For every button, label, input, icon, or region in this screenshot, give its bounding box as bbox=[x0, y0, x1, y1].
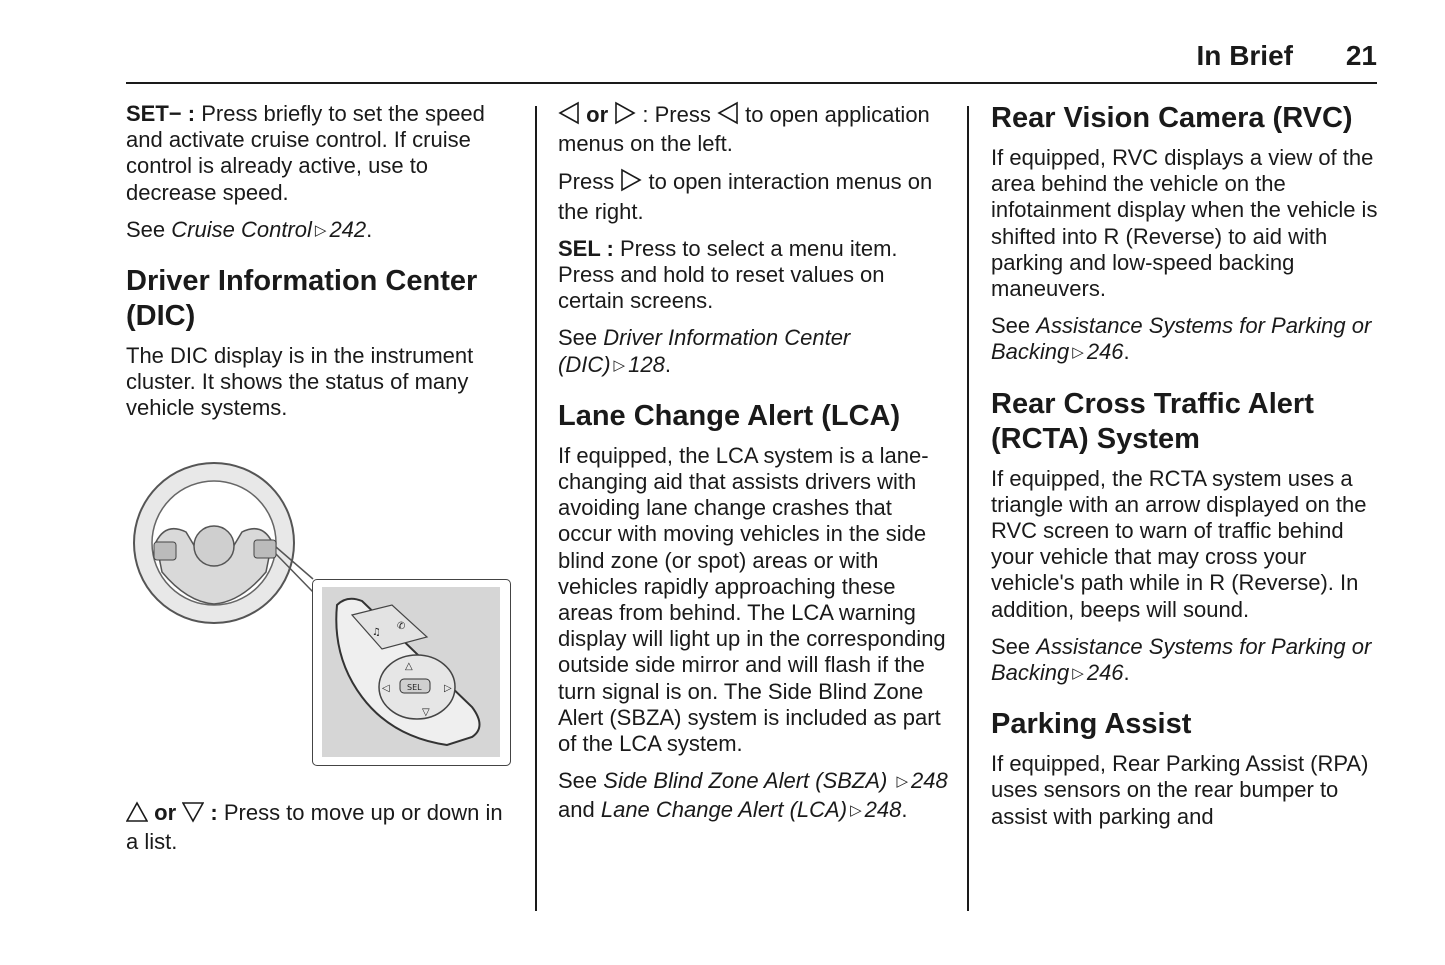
page-ref[interactable]: 242 bbox=[329, 216, 367, 242]
parking-link[interactable]: Assistance Systems for Parking or Backing bbox=[991, 313, 1372, 365]
see-parking-2: See Assistance Systems for Parking or Backing ▷ 246. bbox=[991, 633, 1372, 686]
triangle-right-icon bbox=[614, 101, 636, 131]
column-1-lower bbox=[126, 800, 516, 866]
column-divider bbox=[535, 106, 537, 911]
page-ref[interactable]: 246 bbox=[1086, 660, 1124, 686]
sel-key: SEL : bbox=[558, 235, 614, 261]
parking-assist-paragraph: If equipped, Rear Parking Assist (RPA) uses sensors on the rear bumper to assist with parking and bbox=[991, 751, 1369, 829]
see-prefix: See bbox=[558, 325, 598, 351]
column-2 bbox=[558, 101, 948, 838]
steering-wheel-icon bbox=[134, 463, 313, 623]
control-inset bbox=[312, 579, 511, 766]
svg-text:✆: ✆ bbox=[397, 621, 406, 632]
see-prefix: See bbox=[991, 313, 1031, 339]
page-ref[interactable]: 248 bbox=[911, 768, 948, 794]
updown-text: Press to move up or down in a list. bbox=[126, 800, 503, 855]
rvc-heading: Rear Vision Camera (RVC) bbox=[991, 102, 1353, 134]
see-parking-1: See Assistance Systems for Parking or Backing ▷ 246. bbox=[991, 313, 1372, 365]
triangle-right-icon bbox=[620, 168, 642, 198]
column-1 bbox=[126, 101, 516, 433]
triangle-up-icon bbox=[126, 801, 148, 829]
sel-text: Press to select a menu item. Press and hold to reset values on certain screens. bbox=[558, 235, 898, 314]
set-key: SET− : bbox=[126, 101, 196, 126]
see-prefix: See bbox=[558, 768, 598, 794]
set-paragraph bbox=[126, 101, 516, 206]
set-text: Press briefly to set the speed and activate cruise control. If cruise control is already active, use to decrease speed. bbox=[126, 101, 485, 205]
svg-text:△: △ bbox=[405, 661, 413, 672]
reference-arrow-icon: ▷ bbox=[896, 773, 909, 791]
colon: : bbox=[210, 800, 218, 825]
rvc-paragraph: If equipped, RVC displays a view of the area behind the vehicle on the infotainment display when the vehicle is shifted into R (Reverse) to aid with parking and low-speed backing maneuvers. bbox=[991, 145, 1378, 302]
cruise-control-link[interactable]: Cruise Control bbox=[171, 216, 312, 242]
see-prefix: See bbox=[126, 216, 166, 242]
lca-link[interactable]: Lane Change Alert (LCA) bbox=[600, 797, 848, 823]
reference-arrow-icon: ▷ bbox=[1072, 344, 1084, 362]
page-ref[interactable]: 128 bbox=[628, 351, 665, 377]
column-divider bbox=[967, 106, 969, 911]
see-dic: See Driver Information Center (DIC) ▷ 128. bbox=[558, 325, 851, 377]
lca-paragraph: If equipped, the LCA system is a lane-changing aid that assists drivers with avoiding lane change crashes that occur with moving vehicles in the side blind zone (or spot) areas or with vehicles rapidly approaching these areas from behind. The LCA warning display will light up in the corresponding outside side mirror and will flash if the turn signal is on. The Side Blind Zone Alert (SBZA) system is included as part of the LCA system. bbox=[558, 442, 946, 757]
figure-sel-label: SEL bbox=[407, 683, 422, 692]
see-sbza: See Side Blind Zone Alert (SBZA) ▷ 248 and Lane Change Alert (LCA) ▷ 248. bbox=[558, 768, 948, 823]
sbza-link[interactable]: Side Blind Zone Alert (SBZA) bbox=[603, 768, 888, 794]
section-title: In Brief bbox=[1196, 40, 1293, 71]
reference-arrow-icon: ▷ bbox=[850, 802, 862, 820]
see-prefix: See bbox=[991, 633, 1031, 659]
triangle-left-icon bbox=[717, 101, 739, 131]
inset-background bbox=[322, 587, 500, 757]
leftright-paragraph bbox=[558, 101, 948, 157]
reference-arrow-icon: ▷ bbox=[314, 221, 327, 239]
and-word: and bbox=[558, 797, 595, 823]
parking-assist-heading: Parking Assist bbox=[991, 708, 1192, 741]
svg-text:▷: ▷ bbox=[444, 683, 452, 694]
rcta-paragraph: If equipped, the RCTA system uses a triangle with an arrow displayed on the RVC screen to warn of traffic behind your vehicle that may cross your vehicle's path while in R (Reverse). In addition, beeps will sound. bbox=[991, 465, 1367, 622]
updown-paragraph bbox=[126, 800, 516, 855]
page-number: 21 bbox=[1345, 40, 1377, 71]
dic-heading: Driver Information Center (DIC) bbox=[126, 265, 478, 333]
svg-text:◁: ◁ bbox=[382, 683, 390, 694]
leftright-text: to open application menus on the left. bbox=[558, 102, 930, 157]
or-word: or bbox=[154, 800, 177, 825]
lca-heading: Lane Change Alert (LCA) bbox=[558, 399, 901, 432]
reference-arrow-icon: ▷ bbox=[1072, 665, 1084, 683]
svg-text:♫: ♫ bbox=[372, 627, 381, 638]
page-header bbox=[126, 38, 1377, 84]
leftright-press: : Press bbox=[642, 102, 711, 127]
dic-paragraph: The DIC display is in the instrument cluster. It shows the status of many vehicle systems. bbox=[126, 343, 474, 421]
triangle-down-icon bbox=[182, 801, 204, 829]
dic-link[interactable]: Driver Information Center (DIC) bbox=[558, 325, 851, 377]
svg-text:▽: ▽ bbox=[422, 707, 430, 718]
or-word: or bbox=[586, 102, 609, 127]
press-word: Press bbox=[558, 169, 615, 195]
right-text: to open interaction menus on the right. bbox=[558, 169, 933, 224]
rcta-heading: Rear Cross Traffic Alert (RCTA) System bbox=[991, 387, 1314, 455]
right-hand-controls-icon bbox=[322, 587, 500, 757]
see-cruise-control: See Cruise Control ▷ 242. bbox=[126, 216, 373, 242]
reference-arrow-icon: ▷ bbox=[613, 356, 626, 374]
triangle-left-icon bbox=[558, 101, 580, 131]
parking-link[interactable]: Assistance Systems for Parking or Backing bbox=[991, 633, 1372, 686]
column-3 bbox=[991, 101, 1386, 841]
page-ref[interactable]: 248 bbox=[864, 797, 902, 823]
right-paragraph bbox=[558, 168, 948, 224]
sel-paragraph bbox=[558, 236, 948, 315]
page-ref[interactable]: 246 bbox=[1086, 339, 1124, 365]
